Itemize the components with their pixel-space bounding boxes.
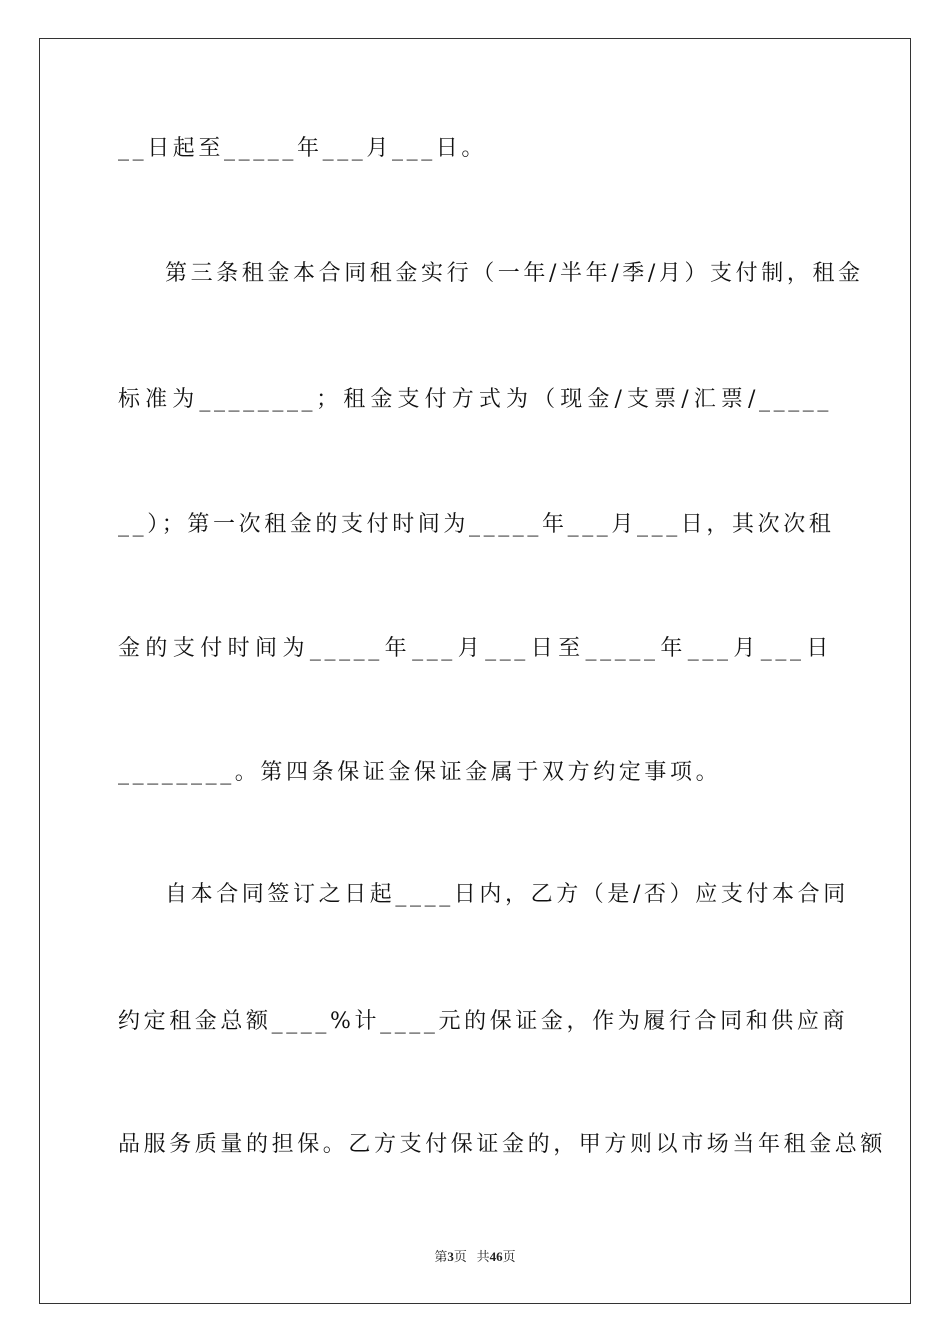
page-border	[39, 38, 911, 1304]
text-line-3: 标准为________；租金支付方式为（现金/支票/汇票/_____	[118, 387, 832, 412]
text-line-4: __）；第一次租金的支付时间为_____年___月___日，其次次租	[118, 512, 835, 537]
footer-page-prefix: 第	[434, 1249, 448, 1264]
footer-page-number: 3	[447, 1249, 454, 1264]
text-line-8: 约定租金总额____%计____元的保证金，作为履行合同和供应商	[118, 1009, 849, 1034]
footer-page-suffix: 页	[453, 1249, 467, 1264]
text-line-7: 自本合同签订之日起____日内，乙方（是/否）应支付本合同	[165, 882, 849, 907]
text-line-1: __日起至_____年___月___日。	[118, 136, 488, 161]
footer-total-prefix: 共	[476, 1249, 490, 1264]
footer-total-suffix: 页	[502, 1249, 516, 1264]
text-line-9: 品服务质量的担保。乙方支付保证金的，甲方则以市场当年租金总额	[118, 1132, 887, 1157]
footer-total-pages: 46	[489, 1249, 503, 1264]
page-footer	[0, 1246, 950, 1265]
text-line-2: 第三条租金本合同租金实行（一年/半年/季/月）支付制，租金	[165, 261, 864, 286]
text-line-5: 金的支付时间为_____年___月___日至_____年___月___日	[118, 636, 832, 661]
text-line-6: ________。第四条保证金保证金属于双方约定事项。	[118, 760, 722, 785]
